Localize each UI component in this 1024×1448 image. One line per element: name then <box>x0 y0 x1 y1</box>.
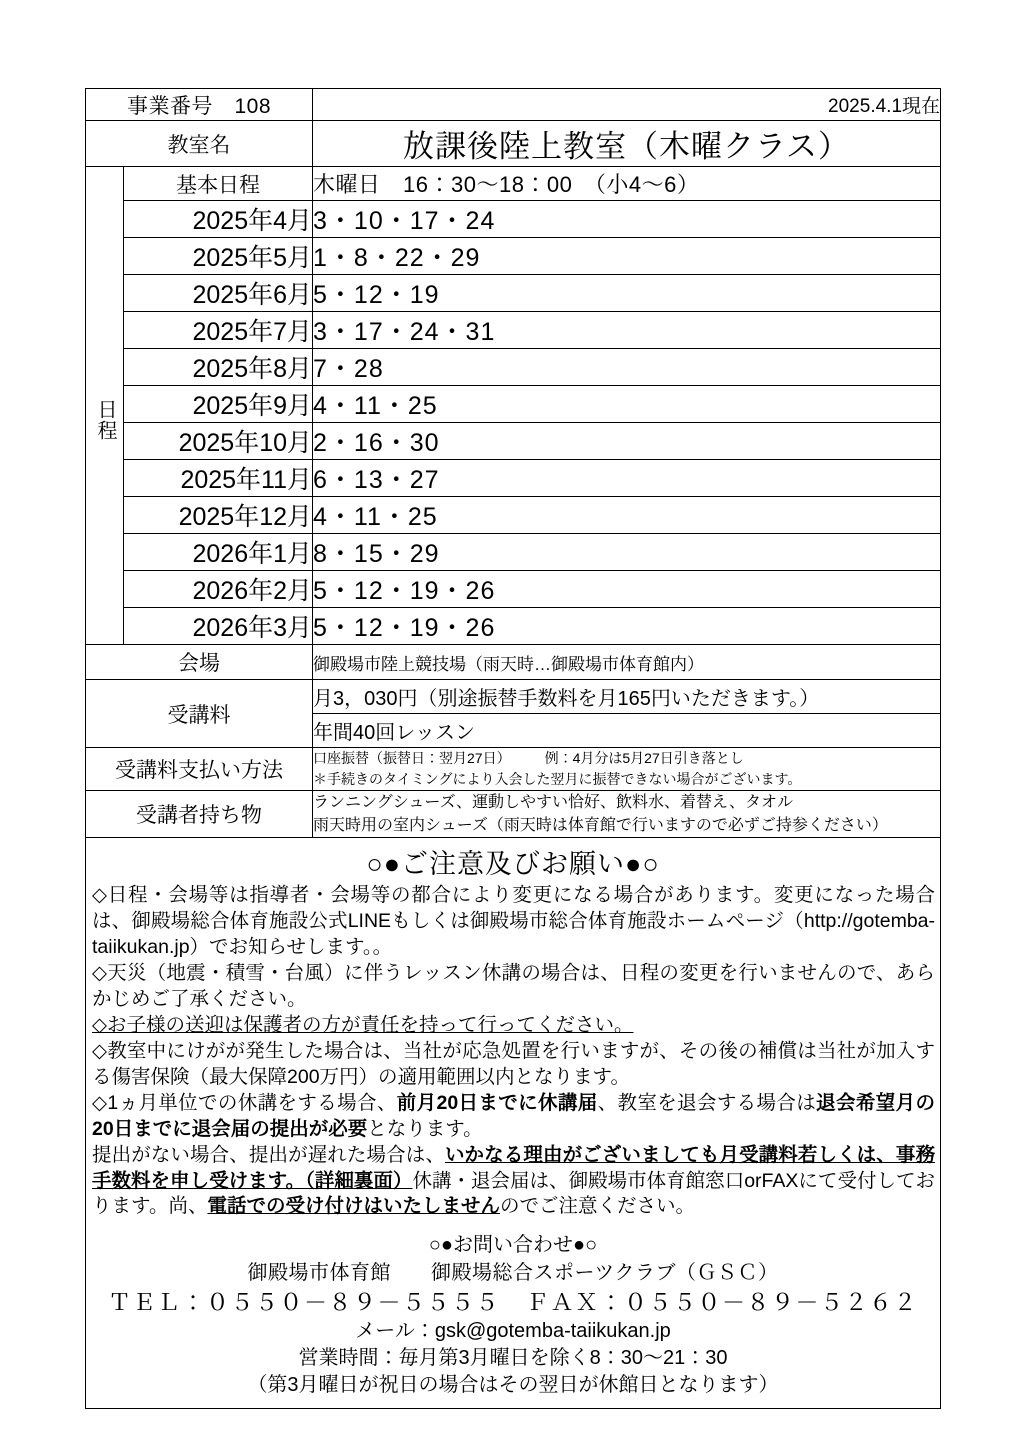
table-row-month <box>86 571 941 608</box>
table-row-month <box>86 386 941 423</box>
month-label: 2025年11月 <box>124 460 313 497</box>
notes-body <box>86 883 940 1222</box>
table-row-belongings <box>86 791 941 838</box>
payment-method: 口座振替（振替日：翌月27日） <box>313 750 511 766</box>
belongings-label: 受講者持ち物 <box>86 791 313 838</box>
belongings-value <box>313 791 941 838</box>
table-row-month <box>86 349 941 386</box>
month-label: 2025年5月 <box>124 238 313 275</box>
class-name-label: 教室名 <box>86 121 313 167</box>
notes-p5-c: 、教室を退会する場合は <box>597 1091 817 1114</box>
table-row-month <box>86 275 941 312</box>
project-no-label: 事業番号 108 <box>86 89 313 121</box>
table-row-basic-schedule <box>86 167 941 201</box>
payment-value <box>313 748 941 791</box>
month-days: 2・16・30 <box>313 423 941 460</box>
as-of-date: 2025.4.1現在 <box>313 89 941 121</box>
month-days: 6・13・27 <box>313 460 941 497</box>
table-row-venue <box>86 645 941 680</box>
contact-hours: 営業時間：毎月第3月曜日を除く8：30～21：30 <box>298 1347 728 1370</box>
contact-mail: メール：gsk@gotemba-taiikukan.jp <box>355 1320 671 1342</box>
notes-p5-a: ◇1ヵ月単位での休講をする場合、 <box>92 1091 397 1114</box>
contact-section <box>86 1222 940 1407</box>
month-days: 4・11・25 <box>313 497 941 534</box>
month-days: 5・12・19・26 <box>313 571 941 608</box>
table-row-month <box>86 608 941 645</box>
contact-hours-note: （第3月曜日が祝日の場合はその翌日が休館日となります） <box>247 1374 779 1397</box>
month-label: 2025年4月 <box>124 201 313 238</box>
payment-line-1 <box>313 748 940 769</box>
notes-paragraph-1: ◇日程・会場等は指導者・会場等の都合により変更になる場合があります。変更になった場合は、御殿場総合体育施設公式LINEもしくは御殿場市総合体育施設ホームページ（http://gotemba-taiikukan.jp）でお知らせします。。 <box>92 884 936 959</box>
month-days: 5・12・19・26 <box>313 608 941 645</box>
contact-tel: ＴＥＬ：０５５０－８９－５５５５ <box>108 1288 500 1315</box>
month-label: 2025年10月 <box>124 423 313 460</box>
contact-org-1: 御殿場市体育館 <box>247 1261 391 1284</box>
belongings-line-2: 雨天時用の室内シューズ（雨天時は体育館で行いますので必ずご持参ください） <box>313 817 888 835</box>
notes-p6-a: 提出がない場合、提出が遅れた場合は、 <box>92 1143 445 1166</box>
table-row-fee <box>86 680 941 714</box>
notes-p6-bold-2: 電話での受け付けはいたしません <box>207 1195 500 1218</box>
contact-org <box>86 1260 940 1287</box>
notes-paragraph-5 <box>92 1091 935 1143</box>
table-row-month <box>86 423 941 460</box>
table-row-project-no <box>86 89 941 121</box>
month-days: 4・11・25 <box>313 386 941 423</box>
notes-p6-e: のでご注意ください。 <box>499 1195 695 1218</box>
notes-paragraph-3: ◇お子様の送迎は保護者の方が責任を持って行ってください。 <box>92 1013 634 1036</box>
month-days: 7・28 <box>313 349 941 386</box>
venue-value: 御殿場市陸上競技場（雨天時…御殿場市体育館内） <box>313 645 941 680</box>
month-label: 2025年6月 <box>124 275 313 312</box>
table-row-month <box>86 312 941 349</box>
month-label: 2026年2月 <box>124 571 313 608</box>
basic-schedule-value: 木曜日 16：30～18：00 （小4～6） <box>313 167 941 201</box>
notes-paragraph-2: ◇天災（地震・積雪・台風）に伴うレッスン休講の場合は、日程の変更を行いませんので、あらかじめご了承ください。 <box>92 962 936 1011</box>
notes-p6-bold-1: いかなる理由がございましても月受講料若しくは、事務手数料を申し受けます。（詳細裏面） <box>92 1143 936 1192</box>
month-label: 2026年3月 <box>124 608 313 645</box>
notes-p5-bold-1: 前月20日までに休講届 <box>396 1091 598 1114</box>
basic-schedule-label: 基本日程 <box>124 167 313 201</box>
contact-org-2: 御殿場総合スポーツクラブ（ＧＳＣ） <box>431 1261 779 1284</box>
notes-paragraph-4: ◇教室中にけがが発生した場合は、当社が応急処置を行いますが、その後の補償は当社が加入する傷害保険（最大保障200万円）の適用範囲以内となります。 <box>92 1039 936 1088</box>
notes-title: ○●ご注意及びお願い●○ <box>366 849 660 880</box>
fee-value-lessons: 年間40回レッスン <box>313 714 941 748</box>
fee-label: 受講料 <box>86 680 313 748</box>
table-row-month <box>86 460 941 497</box>
payment-line-2: ＊手続きのタイミングにより入会した翌月に振替できない場合がございます。 <box>313 771 802 787</box>
table-row-month <box>86 497 941 534</box>
month-days: 5・12・19 <box>313 275 941 312</box>
contact-phone-line <box>86 1287 940 1318</box>
month-days: 3・10・17・24 <box>313 201 941 238</box>
table-row-month <box>86 201 941 238</box>
contact-fax: ＦＡＸ：０５５０－８９－５２６２ <box>526 1288 918 1315</box>
month-days: 1・8・22・29 <box>313 238 941 275</box>
notes-section <box>86 838 941 1408</box>
notes-p6-c: 休講・退会届は、御殿場市体育館窓口orFAXにて受付しております。尚、 <box>92 1169 936 1218</box>
table-row-month <box>86 534 941 571</box>
month-label: 2025年8月 <box>124 349 313 386</box>
contact-title: ○●お問い合わせ●○ <box>428 1234 598 1257</box>
table-row-class-name <box>86 121 941 167</box>
month-label: 2025年12月 <box>124 497 313 534</box>
month-label: 2025年7月 <box>124 312 313 349</box>
class-info-table <box>85 88 941 1409</box>
table-row-notes <box>86 838 941 1408</box>
venue-label: 会場 <box>86 645 313 680</box>
class-name-value: 放課後陸上教室（木曜クラス） <box>313 121 941 167</box>
belongings-line-1: ランニングシューズ、運動しやすい恰好、飲料水、着替え、タオル <box>313 794 794 811</box>
table-row-month <box>86 238 941 275</box>
month-days: 8・15・29 <box>313 534 941 571</box>
fee-value-monthly: 月3，030円（別途振替手数料を月165円いただきます。） <box>313 680 941 714</box>
notes-p5-e: となります。 <box>367 1117 483 1140</box>
schedule-side-label: 日程 <box>86 201 124 645</box>
table-row-payment <box>86 748 941 791</box>
notes-paragraph-6 <box>92 1143 935 1221</box>
notes-p5-bold-2: 退会希望月の20日までに退会届の提出が必要 <box>92 1091 935 1140</box>
month-days: 3・17・24・31 <box>313 312 941 349</box>
payment-example: 例：4月分は5月27日引き落とし <box>544 750 744 766</box>
month-label: 2026年1月 <box>124 534 313 571</box>
month-label: 2025年9月 <box>124 386 313 423</box>
payment-label: 受講料支払い方法 <box>86 748 313 791</box>
